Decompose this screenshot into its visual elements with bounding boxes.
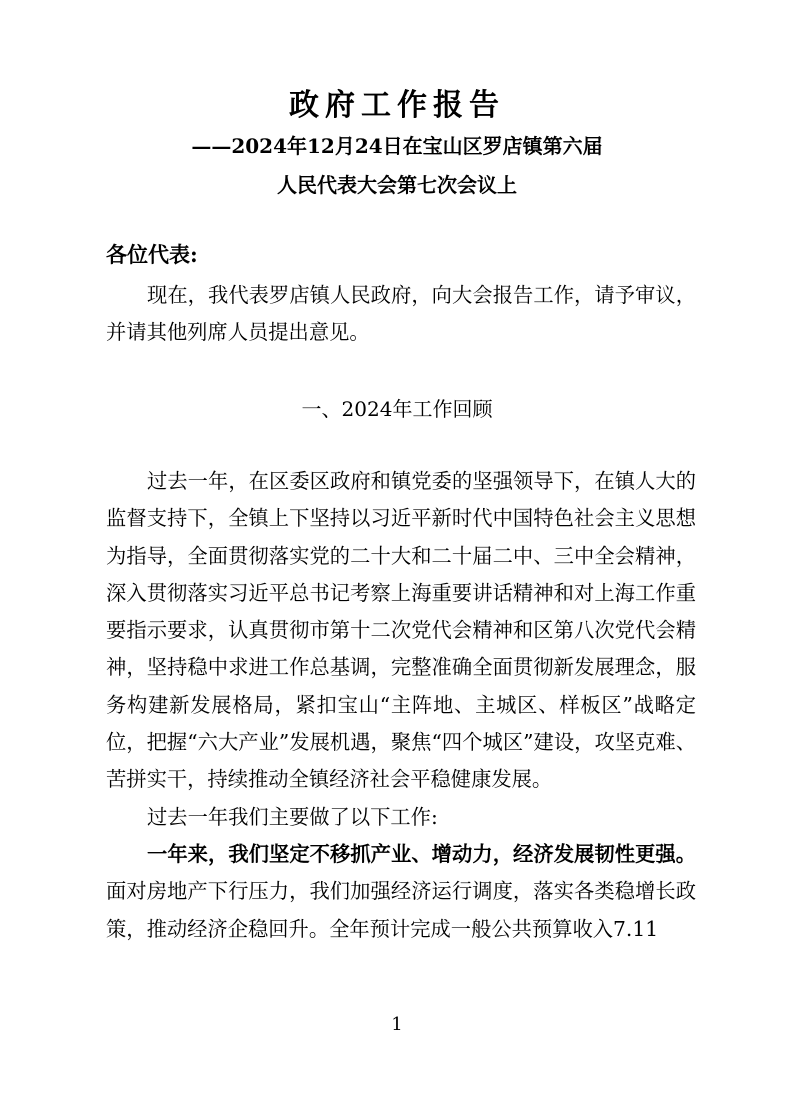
list-intro-paragraph: 过去一年我们主要做了以下工作: (147, 805, 438, 829)
report-subtitle-line-2: 人民代表大会第七次会议上 (277, 173, 517, 197)
page-number: 1 (391, 1014, 403, 1035)
economy-paragraph-lead: 一年来，我们坚定不移抓产业、增动力，经济发展韧性更强。 (147, 842, 696, 866)
economy-paragraph (106, 836, 696, 948)
report-subtitle-line-1: ——2024年12月24日在宝山区罗店镇第六届 (191, 134, 603, 158)
report-title: 政府工作报告 (289, 88, 505, 123)
intro-paragraph: 现在，我代表罗店镇人民政府，向大会报告工作，请予审议，并请其他列席人员提出意见。 (106, 283, 696, 345)
salutation: 各位代表: (106, 242, 198, 267)
economy-paragraph-body: 面对房地产下行压力，我们加强经济运行调度，落实各类稳增长政策，推动经济企稳回升。全年预计完成一般公共预算收入7.11 (106, 879, 696, 941)
section-heading: 一、2024年工作回顾 (301, 397, 493, 421)
review-paragraph: 过去一年，在区委区政府和镇党委的坚强领导下，在镇人大的监督支持下，全镇上下坚持以习近平新时代中国特色社会主义思想为指导，全面贯彻落实党的二十大和二十届二中、三中全会精神，深入贯彻落实习近平总书记考察上海重要讲话精神和对上海工作重要指示要求，认真贯彻市第十二次党代会精神和区第八次党代会精神，坚持稳中求进工作总基调，完整准确全面贯彻新发展理念，服务构建新发展格局，紧扣宝山“主阵地、主城区、样板区”战略定位，把握“六大产业”发展机遇，聚焦“四个城区”建设，攻坚克难、苦拼实干，持续推动全镇经济社会平稳健康发展。 (106, 469, 696, 792)
